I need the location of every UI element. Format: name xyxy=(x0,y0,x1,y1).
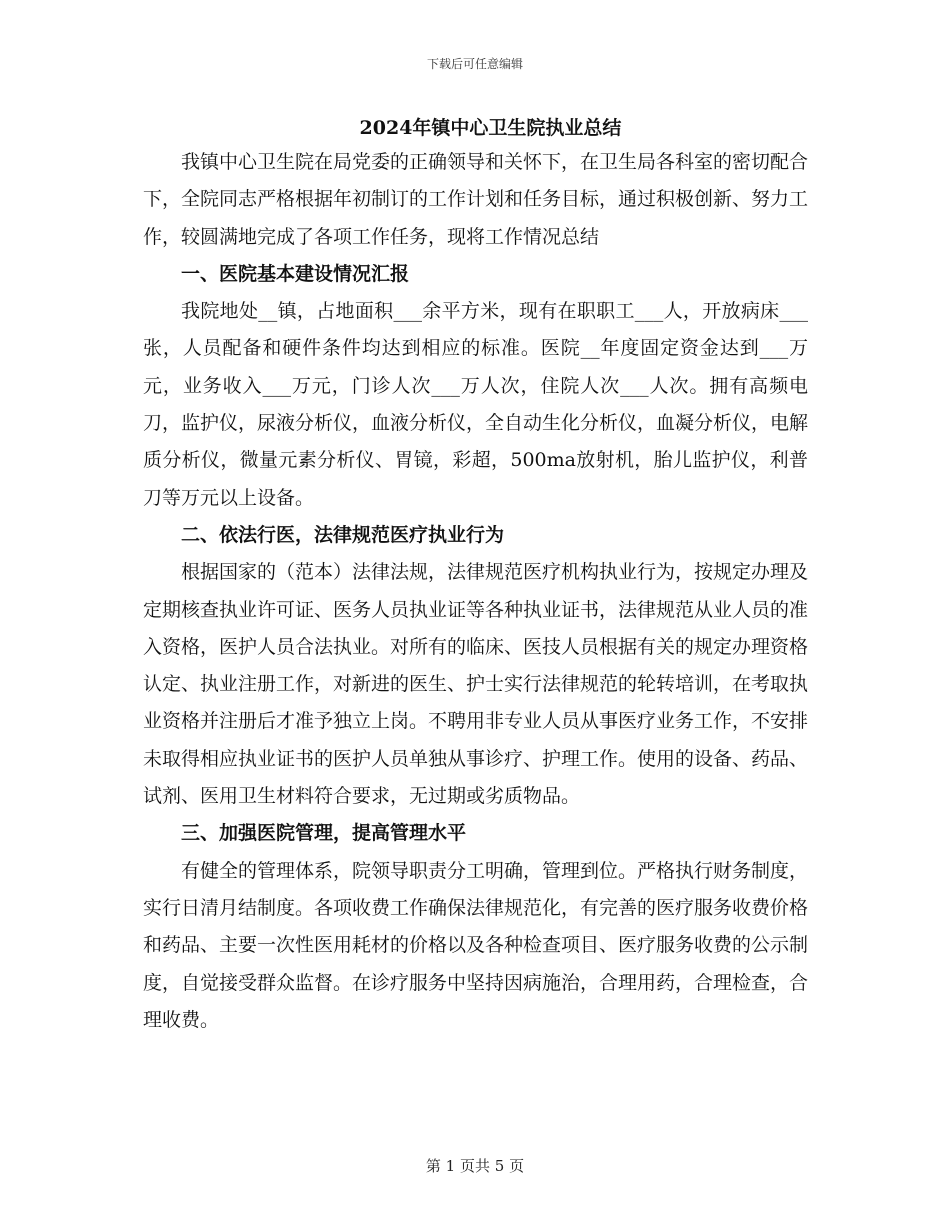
page-number-footer: 第 1 页共 5 页 xyxy=(425,1157,525,1175)
section-body-2: 根据国家的（范本）法律法规，法律规范医疗机构执业行为，按规定办理及定期核查执业许可证、医务人员执业证等各种执业证书，法律规范从业人员的准入资格，医护人员合法执业。对所有的临床、医技人员根据有关的规定办理资格认定、执业注册工作，对新进的医生、护士实行法律规范的轮转培训，在考取执业资格并注册后才准予独立上岗。不聘用非专业人员从事医疗业务工作，不安排未取得相应执业证书的医护人员单独从事诊疗、护理工作。使用的设备、药品、试剂、医用卫生材料符合要求，无过期或劣质物品。 xyxy=(143,561,809,808)
section-body-1: 我院地处__镇，占地面积___余平方米，现有在职职工___人，开放病床___张，人员配备和硬件条件均达到相应的标准。医院__年度固定资金达到___万元，业务收入___万元，门诊人次___万人次，住院人次___人次。拥有高频电刀，监护仪，尿液分析仪，血液分析仪，全自动生化分析仪，血凝分析仪，电解质分析仪，微量元素分析仪、胃镜，彩超，500ma放射机，胎儿监护仪，利普刀等万元以上设备。 xyxy=(143,300,809,509)
page-header-note: 下载后可任意编辑 xyxy=(426,57,523,71)
intro-paragraph: 我镇中心卫生院在局党委的正确领导和关怀下，在卫生局各科室的密切配合下，全院同志严格根据年初制订的工作计划和任务目标，通过积极创新、努力工作，较圆满地完成了各项工作任务，现将工作情况总结 xyxy=(143,151,809,248)
section-heading-1: 一、医院基本建设情况汇报 xyxy=(181,262,410,285)
section-heading-2: 二、依法行医，法律规范医疗执业行为 xyxy=(181,523,505,546)
section-heading-3: 三、加强医院管理，提高管理水平 xyxy=(181,822,467,845)
document-body xyxy=(143,112,808,1039)
document-title: 2024年镇中心卫生院执业总结 xyxy=(359,117,622,139)
section-body-3: 有健全的管理体系，院领导职责分工明确，管理到位。严格执行财务制度，实行日清月结制度。各项收费工作确保法律规范化，有完善的医疗服务收费价格和药品、主要一次性医用耗材的价格以及各种检查项目、医疗服务收费的公示制度，自觉接受群众监督。在诊疗服务中坚持因病施治，合理用药，合理检查，合理收费。 xyxy=(143,859,809,1031)
